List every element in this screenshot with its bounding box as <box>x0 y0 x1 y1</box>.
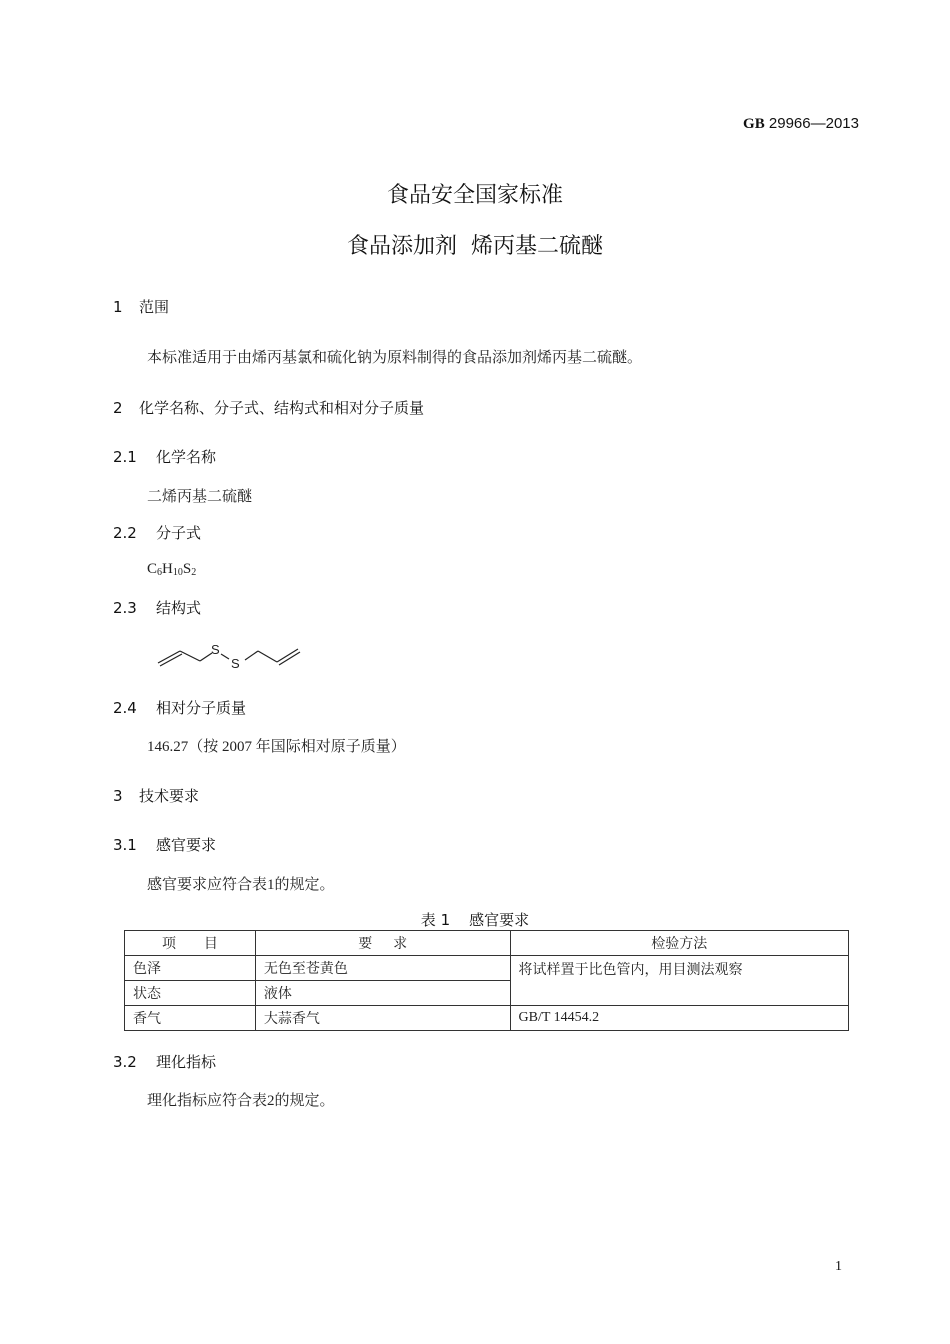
molecular-formula: $C_6H_{10}S_2$ <box>147 561 197 578</box>
standard-prefix: GB <box>743 116 765 132</box>
cell-requirement: 无色至苍黄色 <box>255 956 510 981</box>
section-number: 2.3 <box>113 599 137 617</box>
section-number: 3.2 <box>113 1053 137 1071</box>
sensory-requirements-table <box>124 930 849 1031</box>
section-heading-2-1 <box>113 446 216 467</box>
section-heading-3-2 <box>113 1051 216 1072</box>
section-heading-2-4 <box>113 697 246 718</box>
section-number: 2.1 <box>113 448 137 466</box>
cell-requirement: 大蒜香气 <box>255 1006 510 1031</box>
cell-item: 色泽 <box>125 956 256 981</box>
header-requirement: 要 求 <box>255 931 510 956</box>
page-number: 1 <box>835 1259 842 1274</box>
sulfur-atom-1: S <box>211 642 220 657</box>
section-heading-2-3 <box>113 597 201 618</box>
document-title: 食品安全国家标准 <box>386 183 563 208</box>
cell-item: 状态 <box>125 981 256 1006</box>
section-title: 结构式 <box>156 599 202 617</box>
sulfur-atom-2: S <box>231 656 240 671</box>
section-number: 2 <box>113 399 123 417</box>
section-heading-2-2 <box>113 522 201 543</box>
section-title: 理化指标 <box>156 1053 217 1071</box>
section-heading-3 <box>113 785 199 806</box>
section-title: 技术要求 <box>139 787 200 805</box>
section-heading-2 <box>113 397 424 418</box>
cell-requirement: 液体 <box>255 981 510 1006</box>
document-subtitle: 食品添加剂 烯丙基二硫醚 <box>347 234 603 259</box>
section-title: 范围 <box>139 298 170 316</box>
table-header-row <box>125 931 849 956</box>
section-number: 2.4 <box>113 699 137 717</box>
section-3-1-body: 感官要求应符合表1的规定。 <box>147 877 335 893</box>
table-1-caption: 表 1 感官要求 <box>420 911 530 929</box>
chemical-name: 二烯丙基二硫醚 <box>147 489 253 505</box>
section-title: 化学名称、分子式、结构式和相对分子质量 <box>139 399 425 417</box>
section-1-body: 本标准适用于由烯丙基氯和硫化钠为原料制得的食品添加剂烯丙基二硫醚。 <box>147 350 643 366</box>
section-heading-3-1 <box>113 834 216 855</box>
section-title: 感官要求 <box>156 836 217 854</box>
header-method: 检验方法 <box>510 931 849 956</box>
section-heading-1 <box>113 296 169 317</box>
section-title: 分子式 <box>156 524 202 542</box>
cell-item: 香气 <box>125 1006 256 1031</box>
table-row <box>125 1006 849 1031</box>
cell-method: GB/T 14454.2 <box>510 1006 849 1031</box>
section-number: 2.2 <box>113 524 137 542</box>
structural-formula-diagram <box>155 640 305 672</box>
molecular-weight: 146.27（按 2007 年国际相对原子质量） <box>147 739 406 755</box>
standard-code <box>743 115 859 133</box>
section-3-2-body: 理化指标应符合表2的规定。 <box>147 1093 335 1109</box>
section-number: 1 <box>113 298 123 316</box>
section-number: 3.1 <box>113 836 137 854</box>
standard-number: 29966—2013 <box>768 115 859 132</box>
header-item: 项 目 <box>125 931 256 956</box>
cell-method: 将试样置于比色管内，用目测法观察 <box>510 956 849 1006</box>
section-number: 3 <box>113 787 123 805</box>
table-row <box>125 956 849 981</box>
section-title: 化学名称 <box>156 448 217 466</box>
section-title: 相对分子质量 <box>156 699 247 717</box>
